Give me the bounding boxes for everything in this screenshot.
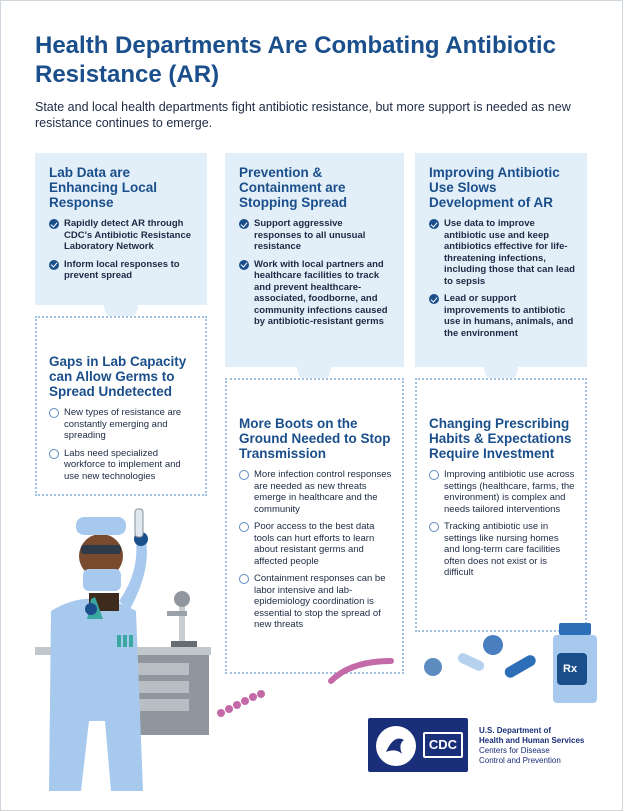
check-circle-icon [239,219,249,229]
check-circle-icon [49,219,59,229]
list-item: Inform local responses to prevent spread [49,259,195,282]
list-item: New types of resistance are constantly emerging and spreading [49,407,195,442]
open-circle-icon [429,470,439,480]
hhs-line-2: Health and Human Services [479,736,585,745]
prescribing-panel [415,378,587,632]
check-circle-icon [429,219,439,229]
hhs-eagle-icon [374,724,418,768]
lab-data-list [49,218,195,282]
page-title: Health Departments Are Combating Antibiotic Resistance (AR) [35,32,556,88]
scientist-illustration [31,501,221,801]
list-item: Support aggressive responses to all unusual resistance [239,218,392,253]
open-circle-icon [49,408,59,418]
cdc-line-2: Control and Prevention [479,756,561,765]
lab-gaps-list [49,407,195,482]
open-circle-icon [239,574,249,584]
list-item: Improving antibiotic use across settings (healthcare, farms, the environment) is complex and needs tailored interventions [429,469,575,515]
list-item: Lead or support improvements to antibiotic use in humans, animals, and the environment [429,293,575,339]
hhs-agency-text [479,726,599,766]
lab-data-heading: Lab Data are Enhancing Local Response [49,165,158,210]
list-item: More infection control responses are needed as new threats emerge in healthcare and the community [239,469,392,515]
open-circle-icon [239,522,249,532]
list-item: Tracking antibiotic use in settings like nursing homes and long-term care facilities often does not exist or is difficult [429,521,575,579]
lab-data-panel [35,153,207,305]
list-item: Rapidly detect AR through CDC's Antibiotic Resistance Laboratory Network [49,218,195,253]
open-circle-icon [49,449,59,459]
bacteria-icon [331,661,391,681]
antibiotic-use-panel [415,153,587,367]
microscope-icon [167,591,197,647]
boots-heading: More Boots on the Ground Needed to Stop Transmission [239,416,391,461]
rx-label: Rx [563,663,578,675]
prescribing-heading: Changing Prescribing Habits & Expectations Require Investment [429,416,572,461]
antibiotic-use-list [429,218,575,339]
pill-icon [424,635,538,680]
prevention-panel [225,153,404,367]
list-item: Work with local partners and healthcare facilities to track and prevent healthcare-associated, foodborne, and community infections caused by antibiotic-resistant germs [239,259,392,328]
list-item: Labs need specialized workforce to implement and use new technologies [49,448,195,483]
open-circle-icon [429,522,439,532]
lab-gaps-panel [35,316,207,496]
check-circle-icon [49,260,59,270]
lab-gaps-heading: Gaps in Lab Capacity can Allow Germs to Spread Undetected [49,354,187,399]
prevention-heading: Prevention & Containment are Stopping Spread [239,165,347,210]
list-item: Containment responses can be labor intensive and lab-epidemiology coordination is essential to stop the spread of new threats [239,573,392,631]
check-circle-icon [239,260,249,270]
list-item: Use data to improve antibiotic use and keep antibiotics effective for life-threatening infections, including those that can lead to sepsis [429,218,575,287]
prescribing-list [429,469,575,579]
bacteria-icon [217,690,265,717]
cdc-line-1: Centers for Disease [479,746,550,755]
hhs-cdc-logo [368,718,468,772]
list-item: Poor access to the best data tools can hurt efforts to learn about resistant germs and affected people [239,521,392,567]
boots-list [239,469,392,631]
hhs-line-1: U.S. Department of [479,726,552,735]
prevention-list [239,218,392,328]
page-subtitle: State and local health departments fight antibiotic resistance, but more support is needed as new resistance continues to emerge. [35,100,571,130]
pills-illustration [211,621,611,721]
antibiotic-use-heading: Improving Antibiotic Use Slows Development of AR [429,165,560,210]
open-circle-icon [239,470,249,480]
cdc-logo: CDC [423,732,463,758]
check-circle-icon [429,294,439,304]
